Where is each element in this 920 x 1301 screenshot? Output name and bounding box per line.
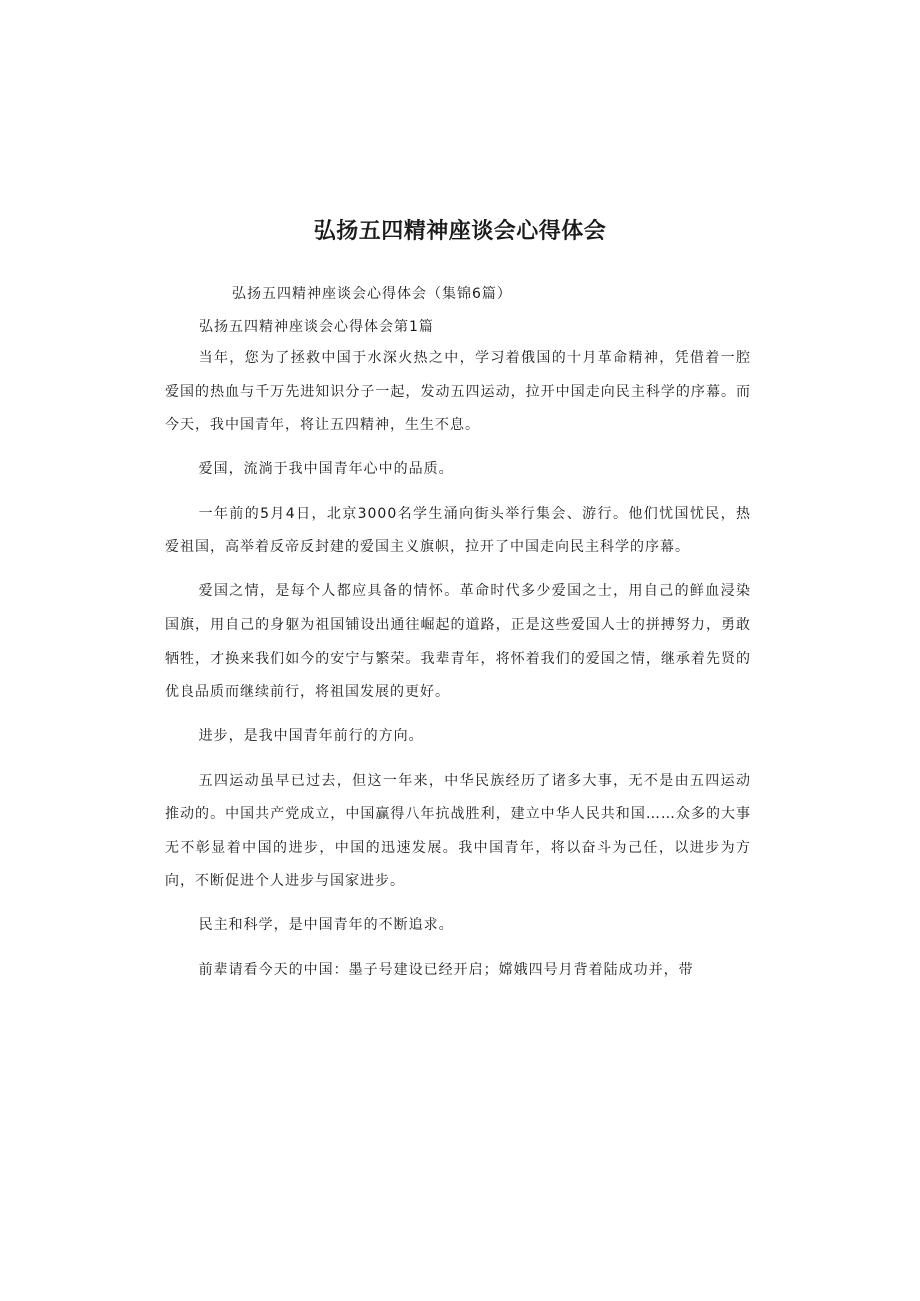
paragraph: 爱国之情，是每个人都应具备的情怀。革命时代多少爱国之士，用自己的鲜血浸染国旗，用自己的身躯为祖国铺设出通往崛起的道路，正是这些爱国人士的拼搏努力，勇敢牺牲，才换来我们如今的安宁与繁荣。我辈青年，将怀着我们的爱国之情，继承着先贤的优良品质而继续前行，将祖国发展的更好。 <box>165 583 751 701</box>
document-title: 弘扬五四精神座谈会心得体会 <box>313 219 607 244</box>
paragraph: 民主和科学，是中国青年的不断追求。 <box>198 917 454 934</box>
body-text <box>165 342 751 998</box>
section-heading: 弘扬五四精神座谈会心得体会第1篇 <box>199 319 434 335</box>
document-subtitle: 弘扬五四精神座谈会心得体会（集锦6篇） <box>232 286 512 302</box>
paragraph: 前辈请看今天的中国：墨子号建设已经开启；嫦娥四号月背着陆成功并，带 <box>198 961 694 978</box>
paragraph: 五四运动虽早已过去，但这一年来，中华民族经历了诸多大事，无不是由五四运动推动的。中国共产党成立，中国赢得八年抗战胜利，建立中华人民共和国……众多的大事无不彰显着中国的进步，中国的迅速发展。我中国青年，将以奋斗为己任，以进步为方向，不断促进个人进步与国家进步。 <box>165 772 751 890</box>
paragraph: 当年，您为了拯救中国于水深火热之中，学习着俄国的十月革命精神，凭借着一腔爱国的热血与千万先进知识分子一起，发动五四运动，拉开中国走向民主科学的序幕。而今天，我中国青年，将让五四精神，生生不息。 <box>165 350 751 434</box>
paragraph: 爱国，流淌于我中国青年心中的品质。 <box>198 461 454 478</box>
paragraph: 进步，是我中国青年前行的方向。 <box>198 728 424 745</box>
paragraph: 一年前的5月4日，北京3000名学生涌向街头举行集会、游行。他们忧国忧民，热爱祖国，高举着反帝反封建的爱国主义旗帜，拉开了中国走向民主科学的序幕。 <box>165 505 751 556</box>
